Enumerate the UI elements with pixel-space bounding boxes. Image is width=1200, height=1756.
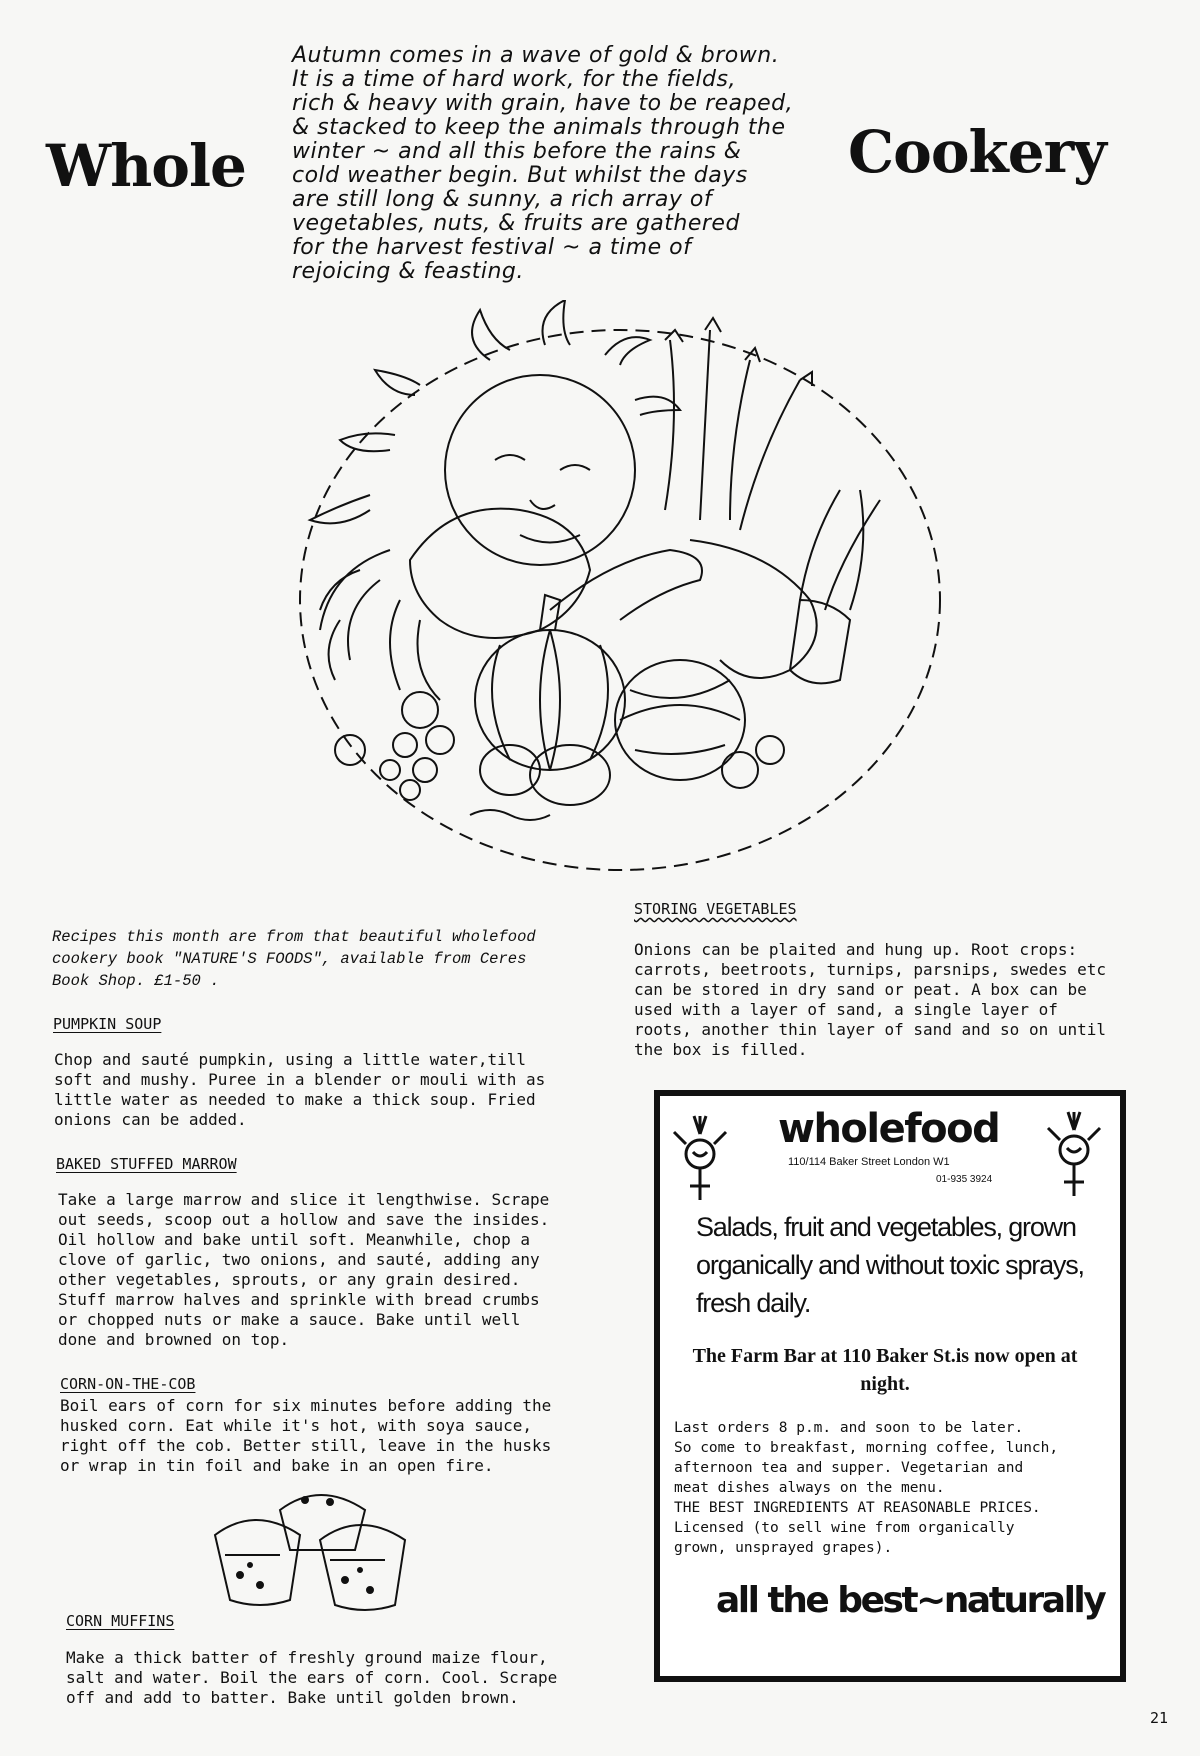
intro-line: It is a time of hard work, for the fields, xyxy=(292,67,736,92)
emblem-right-icon xyxy=(1046,1110,1102,1202)
recipe-line: Stuff marrow halves and sprinkle with bread crumbs xyxy=(58,1290,540,1309)
wholefood-advert xyxy=(654,1090,1126,1682)
storing-title: STORING VEGETABLES xyxy=(634,900,797,918)
recipe-body-pumpkin-soup xyxy=(54,1050,614,1130)
recipe-line: or chopped nuts or make a sauce. Bake until well xyxy=(58,1310,521,1329)
storing-line: carrots, beetroots, turnips, parsnips, swedes etc xyxy=(634,960,1107,979)
recipe-line: husked corn. Eat while it's hot, with soya sauce, xyxy=(60,1416,533,1435)
intro-line: for the harvest festival ~ a time of xyxy=(292,235,692,260)
recipe-line: Take a large marrow and slice it lengthwise. Scrape xyxy=(58,1190,550,1209)
recipe-line: Oil hollow and bake until soft. Meanwhile, chop a xyxy=(58,1230,531,1249)
recipe-body-corn-on-the-cob xyxy=(60,1396,620,1476)
ad-body xyxy=(674,1418,1114,1558)
recipe-body-baked-stuffed-marrow xyxy=(58,1190,618,1350)
recipe-line: onions can be added. xyxy=(54,1110,247,1129)
recipe-title-corn-muffins: CORN MUFFINS xyxy=(66,1612,175,1630)
title-left: Whole xyxy=(46,132,246,200)
tagline-line: Salads, fruit and vegetables, grown xyxy=(696,1212,1076,1242)
recipe-line: Make a thick batter of freshly ground maize flour, xyxy=(66,1648,548,1667)
intro-line: rejoicing & feasting. xyxy=(292,259,524,284)
page-number: 21 xyxy=(1150,1709,1169,1727)
harvest-illustration xyxy=(240,300,960,880)
muffins-illustration xyxy=(205,1480,435,1630)
note-line: cookery book "NATURE'S FOODS", available from Ceres xyxy=(52,950,527,968)
recipe-line: clove of garlic, two onions, and sauté, adding any xyxy=(58,1250,540,1269)
intro-line: winter ~ and all this before the rains & xyxy=(292,139,742,164)
ad-body-line: THE BEST INGREDIENTS AT REASONABLE PRICES. xyxy=(674,1500,1041,1516)
storing-line: roots, another thin layer of sand and so on until xyxy=(634,1020,1107,1039)
recipe-title-corn-on-the-cob: CORN-ON-THE-COB xyxy=(60,1375,196,1393)
recipe-line: out seeds, scoop out a hollow and save the insides. xyxy=(58,1210,550,1229)
recipe-line: Chop and sauté pumpkin, using a little water,till xyxy=(54,1050,527,1069)
note-line: Book Shop. £1-50 . xyxy=(52,972,220,990)
ad-body-line: grown, unsprayed grapes). xyxy=(674,1540,893,1556)
recipe-line: other vegetables, sprouts, or any grain desired. xyxy=(58,1270,521,1289)
intro-line: Autumn comes in a wave of gold & brown. xyxy=(292,43,780,68)
recipe-line: soft and mushy. Puree in a blender or mouli with as xyxy=(54,1070,546,1089)
ad-phone: 01-935 3924 xyxy=(936,1174,993,1185)
intro-line: cold weather begin. But whilst the days xyxy=(292,163,748,188)
intro-line: rich & heavy with grain, have to be reaped, xyxy=(292,91,794,116)
recipe-line: Boil ears of corn for six minutes before adding the xyxy=(60,1396,552,1415)
ad-body-line: Licensed (to sell wine from organically xyxy=(674,1520,1015,1536)
ad-announcement: The Farm Bar at 110 Baker St.is now open at night. xyxy=(692,1345,1078,1395)
recipe-line: off and add to batter. Bake until golden brown. xyxy=(66,1688,519,1707)
tagline-line: fresh daily. xyxy=(696,1288,811,1318)
ad-body-line: meat dishes always on the menu. xyxy=(674,1480,945,1496)
intro-line: & stacked to keep the animals through the xyxy=(292,115,786,140)
title-right: Cookery xyxy=(848,118,1106,186)
intro-text xyxy=(292,44,852,284)
storing-line: used with a layer of sand, a single layer of xyxy=(634,1000,1058,1019)
ad-address: 110/114 Baker Street London W1 xyxy=(788,1156,950,1168)
emblem-left-icon xyxy=(672,1114,728,1206)
storing-line: the box is filled. xyxy=(634,1040,808,1059)
recipe-title-baked-stuffed-marrow: BAKED STUFFED MARROW xyxy=(56,1155,237,1173)
ad-tagline xyxy=(696,1208,1106,1322)
note-line: Recipes this month are from that beautiful wholefood xyxy=(52,928,536,946)
recipe-line: done and browned on top. xyxy=(58,1330,290,1349)
intro-line: vegetables, nuts, & fruits are gathered xyxy=(292,211,740,236)
wholefood-logo: wholefood xyxy=(778,1106,1000,1152)
ad-body-line: afternoon tea and supper. Vegetarian and xyxy=(674,1460,1024,1476)
storing-body xyxy=(634,940,1174,1060)
intro-line: are still long & sunny, a rich array of xyxy=(292,187,713,212)
ad-body-line: Last orders 8 p.m. and soon to be later. xyxy=(674,1420,1024,1436)
ad-body-line: So come to breakfast, morning coffee, lunch, xyxy=(674,1440,1059,1456)
ad-footer-slogan: all the best~naturally xyxy=(716,1580,1105,1621)
storing-line: can be stored in dry sand or peat. A box can be xyxy=(634,980,1087,999)
recipe-line: little water as needed to make a thick soup. Fried xyxy=(54,1090,536,1109)
intro-note xyxy=(52,926,592,992)
storing-line: Onions can be plaited and hung up. Root crops: xyxy=(634,940,1078,959)
tagline-line: organically and without toxic sprays, xyxy=(696,1250,1084,1280)
recipe-title-pumpkin-soup: PUMPKIN SOUP xyxy=(53,1015,162,1033)
recipe-line: salt and water. Boil the ears of corn. Cool. Scrape xyxy=(66,1668,558,1687)
recipe-line: or wrap in tin foil and bake in an open fire. xyxy=(60,1456,494,1475)
recipe-line: right off the cob. Better still, leave in the husks xyxy=(60,1436,552,1455)
recipe-body-corn-muffins xyxy=(66,1648,626,1708)
